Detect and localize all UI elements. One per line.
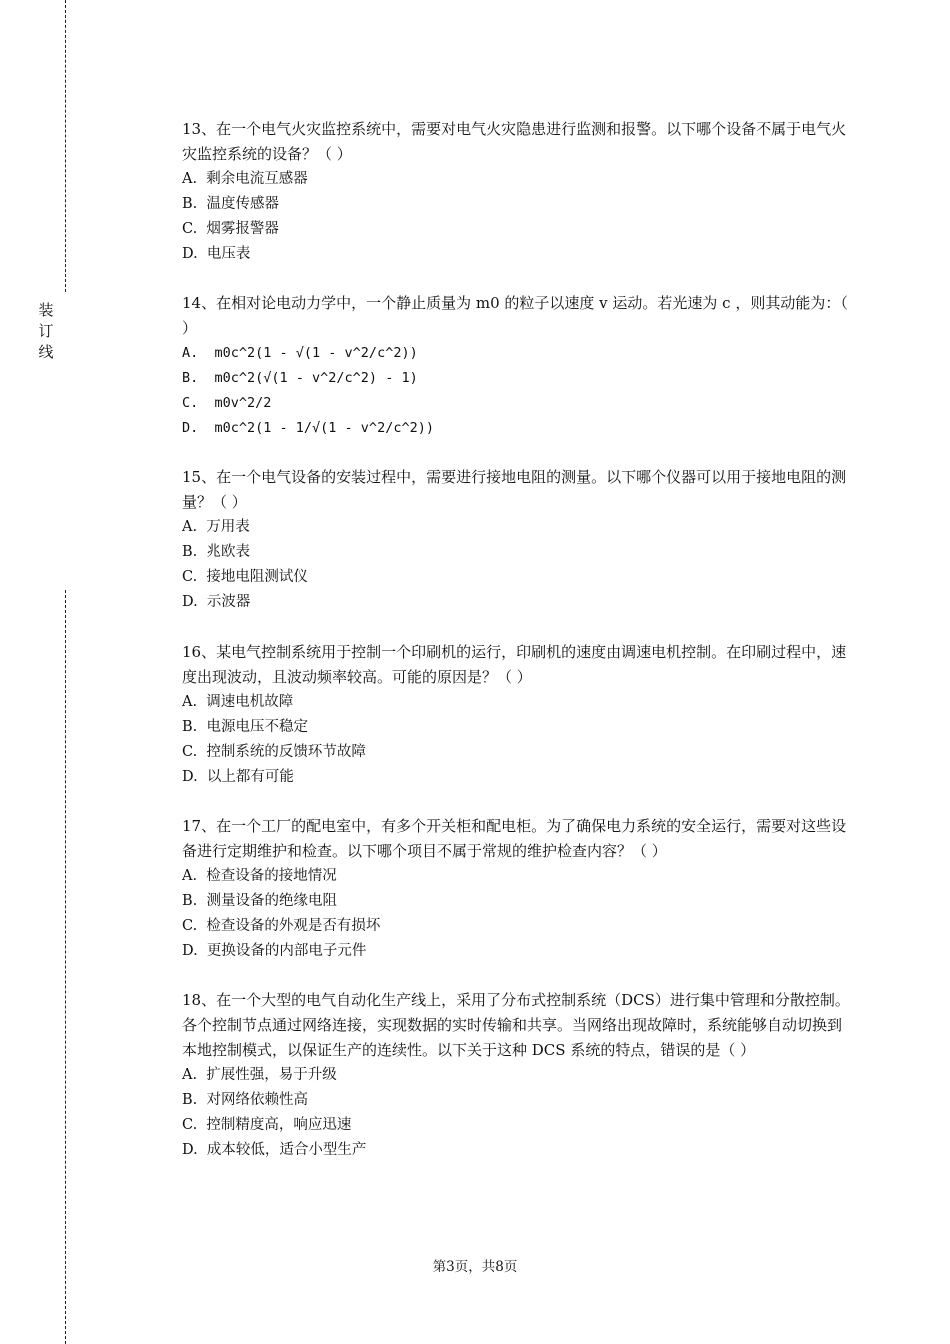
option-b: B. 对网络依赖性高 xyxy=(182,1092,308,1108)
option-list xyxy=(182,515,850,615)
question-17 xyxy=(182,814,850,964)
option-d: D. m0c^2(1 - 1/√(1 - v^2/c^2)) xyxy=(182,420,434,436)
option-b: B. 电源电压不稳定 xyxy=(182,719,308,735)
question-stem: 16、某电气控制系统用于控制一个印刷机的运行，印刷机的速度由调速电机控制。在印刷过程中，速度出现波动，且波动频率较高。可能的原因是？（ ） xyxy=(182,643,847,686)
question-14 xyxy=(182,291,850,441)
option-a: A. 调速电机故障 xyxy=(182,694,294,710)
option-d: D. 成本较低，适合小型生产 xyxy=(182,1142,367,1158)
option-c: C. 接地电阻测试仪 xyxy=(182,569,308,585)
option-d: D. 更换设备的内部电子元件 xyxy=(182,943,367,959)
option-d: D. 电压表 xyxy=(182,246,251,262)
question-stem: 17、在一个工厂的配电室中，有多个开关柜和配电柜。为了确保电力系统的安全运行，需要对这些设备进行定期维护和检查。以下哪个项目不属于常规的维护检查内容？（ ） xyxy=(182,817,847,860)
option-b: B. m0c^2(√(1 - v^2/c^2) - 1) xyxy=(182,370,418,386)
option-b: B. 兆欧表 xyxy=(182,544,250,560)
option-a: A. 扩展性强，易于升级 xyxy=(182,1067,337,1083)
option-c: C. m0v^2/2 xyxy=(182,395,272,411)
option-b: B. 测量设备的绝缘电阻 xyxy=(182,893,337,909)
question-16 xyxy=(182,640,850,790)
option-d: D. 以上都有可能 xyxy=(182,769,294,785)
option-list xyxy=(182,690,850,790)
option-a: A. 万用表 xyxy=(182,519,250,535)
question-13 xyxy=(182,117,850,267)
binding-dashed-line-top xyxy=(65,0,66,292)
question-stem: 13、在一个电气火灾监控系统中，需要对电气火灾隐患进行监测和报警。以下哪个设备不属于电气火灾监控系统的设备？（ ） xyxy=(182,120,847,163)
option-a: A. 剩余电流互感器 xyxy=(182,171,308,187)
option-list xyxy=(182,1063,850,1163)
question-stem: 14、在相对论电动力学中，一个静止质量为 m0 的粒子以速度 v 运动。若光速为 c ，则其动能为：（ ） xyxy=(182,294,848,337)
binding-dashed-line-bottom xyxy=(65,590,66,1344)
page-number-footer: 第3页，共8页 xyxy=(432,1259,518,1275)
question-stem: 18、在一个大型的电气自动化生产线上，采用了分布式控制系统（DCS）进行集中管理和分散控制。各个控制节点通过网络连接，实现数据的实时传输和共享。当网络出现故障时，系统能够自动切换到本地控制模式，以保证生产的连续性。以下关于这种 DCS 系统的特点，错误的是（ ） xyxy=(182,991,850,1059)
binding-label: 装订线 xyxy=(38,301,54,361)
question-18 xyxy=(182,988,850,1163)
option-a: A. 检查设备的接地情况 xyxy=(182,868,337,884)
option-d: D. 示波器 xyxy=(182,594,251,610)
option-c: C. 烟雾报警器 xyxy=(182,221,279,237)
option-c: C. 检查设备的外观是否有损坏 xyxy=(182,918,381,934)
option-a: A. m0c^2(1 - √(1 - v^2/c^2)) xyxy=(182,345,418,361)
option-list xyxy=(182,341,850,441)
option-list xyxy=(182,167,850,267)
option-c: C. 控制精度高，响应迅速 xyxy=(182,1117,352,1133)
option-b: B. 温度传感器 xyxy=(182,196,279,212)
option-list xyxy=(182,864,850,964)
option-c: C. 控制系统的反馈环节故障 xyxy=(182,744,366,760)
question-stem: 15、在一个电气设备的安装过程中，需要进行接地电阻的测量。以下哪个仪器可以用于接地电阻的测量？（ ） xyxy=(182,468,847,511)
question-15 xyxy=(182,465,850,615)
